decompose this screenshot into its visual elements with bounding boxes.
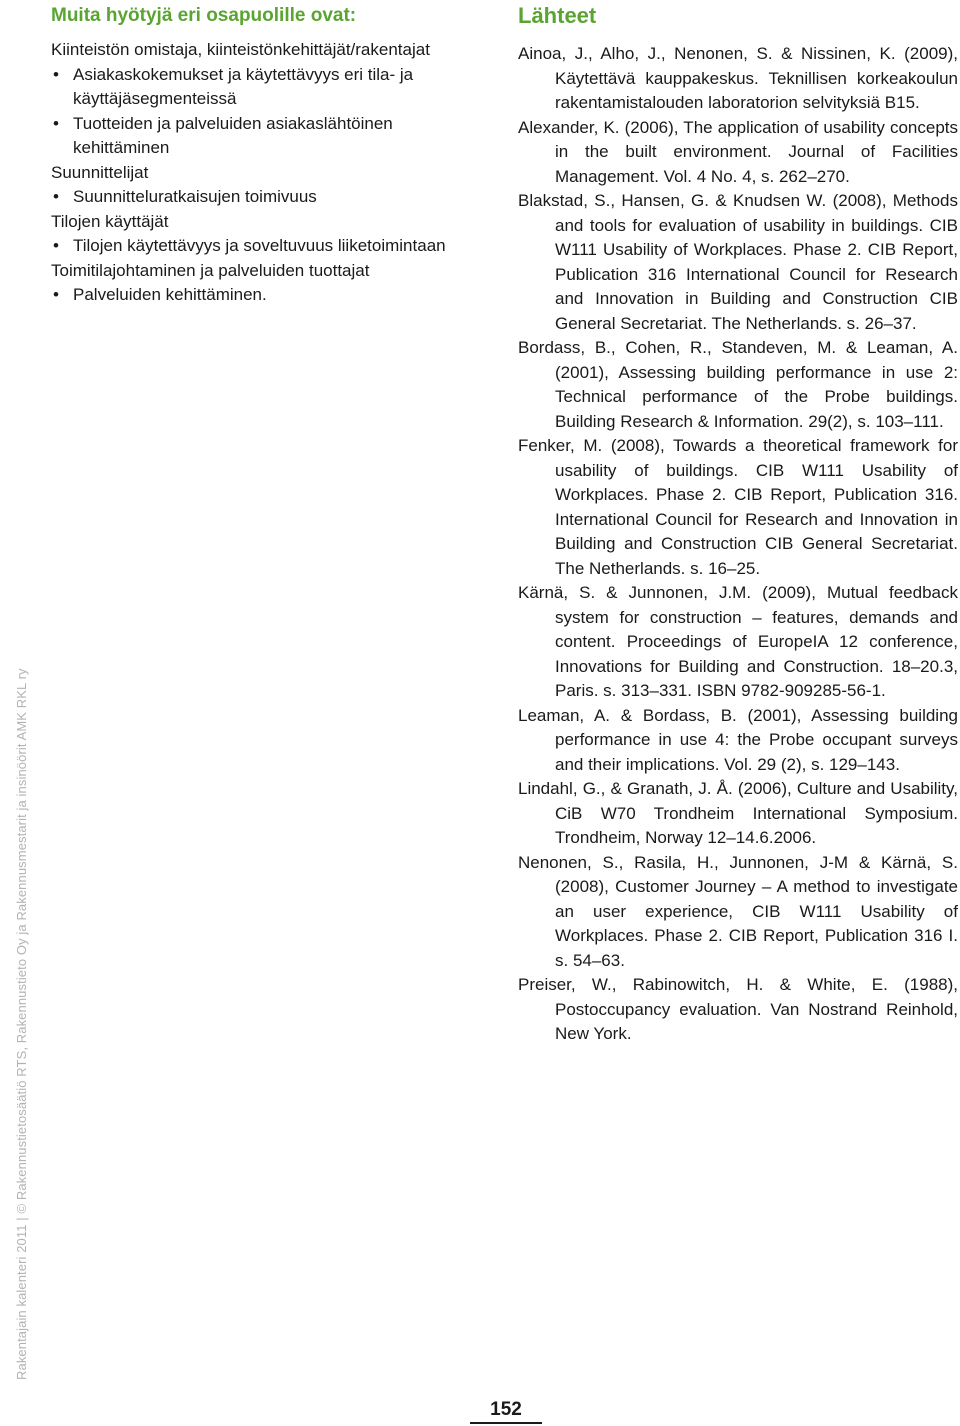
sidebar-copyright: Rakentajain kalenteri 2011 | © Rakennustietosäätiö RTS, Rakennustieto Oy ja Rakennusmestarit ja insinöörit AMK RKL ry [14,668,29,1380]
reference-item: Preiser, W., Rabinowitch, H. & White, E. (1988), Postoccupancy evaluation. Van Nostrand Reinhold, New York. [518,975,958,1043]
list-item-text: Tuotteiden ja palveluiden asiakaslähtöinen kehittäminen [73,113,393,157]
list-item [51,185,491,210]
reference-item: Blakstad, S., Hansen, G. & Knudsen W. (2008), Methods and tools for evaluation of usability in buildings. CIB W111 Usability of Workplaces. Phase 2. CIB Report, Publication 316 International Council for Research and Innovation in Building and Construction CIB General Secretariat. The Netherlands. s. 26–37. [518,191,958,333]
group-title: Kiinteistön omistaja, kiinteistönkehittäjät/rakentajat [51,40,430,59]
list-item [51,283,491,308]
page-number: 152 [470,1399,542,1424]
group-title: Toimitilajohtaminen ja palveluiden tuottajat [51,260,370,280]
list-item-text: Asiakaskokemukset ja käytettävyys eri tila- ja käyttäjäsegmenteissä [73,64,414,108]
bullet-icon: • [53,64,59,84]
list-item [51,112,491,161]
reference-item: Bordass, B., Cohen, R., Standeven, M. & Leaman, A. (2001), Assessing building performance in use 2: Technical performance of the Probe buildings. Building Research & Information. 29(2), s. 103–111. [518,338,958,431]
reference-item: Leaman, A. & Bordass, B. (2001), Assessing building performance in use 4: the Probe occupant surveys and their implications. Vol. 29 (2), s. 129–143. [518,705,958,774]
bullet-icon: • [53,187,59,206]
list-item-text: Suunnitteluratkaisujen toimivuus [73,187,317,206]
group-title: Tilojen käyttäjät [51,211,169,231]
group-title: Suunnittelijat [51,162,149,182]
list-item-text: Tilojen käytettävyys ja soveltuvuus liiketoimintaan [73,236,446,255]
bullet-icon: • [53,285,59,304]
reference-item: Lindahl, G., & Granath, J. Å. (2006), Culture and Usability, CiB W70 Trondheim International Symposium. Trondheim, Norway 12–14.6.2006. [518,779,958,847]
reference-item: Ainoa, J., Alho, J., Nenonen, S. & Nissinen, K. (2009), Käytettävä kauppakeskus. Teknillisen korkeakoulun rakentamistalouden laboratorion selvityksiä B15. [518,44,958,112]
list-item [51,234,491,259]
references-heading: Lähteet [518,3,597,28]
reference-item: Kärnä, S. & Junnonen, J.M. (2009), Mutual feedback system for construction – features, demands and content. Proceedings of EuropeIA 12 conference, Innovations for Building and Construction. 18–20.3, Paris. s. 313–331. ISBN 9782-909285-56-1. [518,583,958,700]
bullet-icon: • [53,113,59,133]
reference-item: Nenonen, S., Rasila, H., Junnonen, J-M & Kärnä, S. (2008), Customer Journey – A method to investigate an user experience, CIB W111 Usability of Workplaces. Phase 2. CIB Report, Publication 316 I. s. 54–63. [518,852,958,970]
left-column [51,4,491,308]
reference-item: Alexander, K. (2006), The application of usability concepts in the built environment. Journal of Facilities Management. Vol. 4 No. 4, s. 262–270. [518,117,958,186]
right-column [518,2,958,1047]
reference-item: Fenker, M. (2008), Towards a theoretical framework for usability of buildings. CIB W111 Usability of Workplaces. Phase 2. CIB Report, Publication 316. International Council for Research and Innovation in Building and Construction CIB General Secretariat. The Netherlands. s. 16–25. [518,436,958,578]
bullet-icon: • [53,236,59,255]
list-item [51,63,491,112]
list-item-text: Palveluiden kehittäminen. [73,285,267,304]
section-heading: Muita hyötyjä eri osapuolille ovat: [51,5,357,26]
